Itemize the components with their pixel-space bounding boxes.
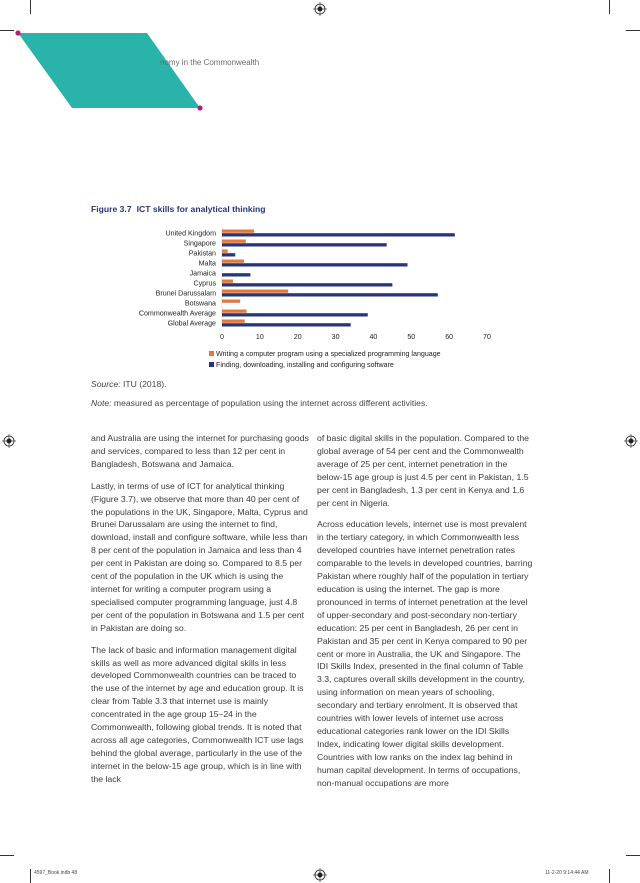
- x-tick-label: 40: [369, 333, 378, 341]
- bar-programming: [222, 260, 244, 263]
- source-text: ITU (2018).: [120, 379, 167, 389]
- body-column-left: [91, 432, 309, 795]
- bar-programming: [222, 230, 254, 233]
- legend-swatch: [209, 362, 214, 367]
- footer-slug-left: 4597_Book.indb 48: [34, 870, 78, 876]
- legend-label: Writing a computer program using a specialized programming language: [216, 350, 441, 358]
- crop-mark: [30, 869, 31, 883]
- bar-programming: [222, 280, 233, 283]
- figure-caption: ICT skills for analytical thinking: [136, 204, 266, 214]
- bar-software: [222, 313, 368, 316]
- category-label: Cyprus: [193, 279, 216, 288]
- category-label: Brunei Darussalam: [155, 289, 216, 298]
- header-banner: [0, 0, 640, 120]
- crop-mark: [0, 855, 14, 856]
- bar-chart: [80, 220, 520, 380]
- bar-software: [222, 253, 235, 256]
- bar-software: [222, 323, 351, 326]
- legend-label: Finding, downloading, installing and configuring software: [216, 361, 394, 369]
- figure-number: Figure 3.7: [91, 204, 132, 214]
- source-label: Source:: [91, 379, 121, 389]
- x-tick-label: 50: [407, 333, 416, 341]
- registration-mark-left: [2, 434, 16, 448]
- banner-shape: [18, 33, 200, 108]
- footer-slug-right: 11-2-20 9:14:44 AM: [545, 870, 589, 876]
- bar-software: [222, 233, 455, 236]
- bar-programming: [222, 320, 245, 323]
- figure-note: [91, 398, 428, 408]
- x-tick-label: 60: [445, 333, 454, 341]
- category-label: Malta: [198, 259, 216, 268]
- x-tick-label: 30: [331, 333, 340, 341]
- paragraph: Lastly, in terms of use of ICT for analytical thinking (Figure 3.7), we observe that more than 40 per cent of the populations in the UK, Singapore, Malta, Cyprus and Brunei Darussalam are using the internet to find, download, install and configure software, while less than 8 per cent of the population in Jamaica and less than 4 per cent in Pakistan are doing so. Compared to 8.5 per cent of the population in the UK which is using the internet for writing a computer program using a specialised computer programming language, just 4.8 per cent of the population in Botswana and 1.5 per cent in Pakistan are doing so.: [91, 480, 308, 633]
- category-label: Global Average: [167, 319, 216, 328]
- x-tick-label: 20: [293, 333, 302, 341]
- category-label: United Kingdom: [165, 229, 216, 238]
- crop-mark: [609, 869, 610, 883]
- bar-software: [222, 263, 408, 266]
- figure-source: [91, 379, 166, 389]
- bar-software: [222, 243, 387, 246]
- bar-programming: [222, 290, 288, 293]
- figure-title: [91, 204, 271, 214]
- bar-programming: [222, 240, 246, 243]
- bar-software: [222, 283, 392, 286]
- running-header: nomy in the Commonwealth: [160, 58, 260, 67]
- paragraph: Across education levels, internet use is most prevalent in the tertiary category, in which Commonwealth less developed countries have internet penetration rates comparable to the levels in developed countries, barring Pakistan where roughly half of the population in tertiary education is using the internet. The gap is more pronounced in terms of internet penetration at the level of upper-secondary and post-secondary non-tertiary education: 25 per cent in Bangladesh, 26 per cent in Pakistan and 35 per cent in Kenya compared to 90 per cent or more in Australia, the UK and Singapore. The IDI Skills Index, presented in the final column of Table 3.3, captures overall skills development in the country, using information on mean years of schooling, secondary and tertiary enrolment. It is observed that countries with lower levels of internet use across educational categories rank lower on the IDI Skills Index, indicating lower digital skills development. Countries with low ranks on the index lag behind in human capital development. In terms of occupations, non-manual occupations are more: [317, 519, 533, 788]
- note-text: measured as percentage of population using the internet across different activities.: [111, 398, 428, 408]
- crop-mark: [626, 855, 640, 856]
- paragraph: and Australia are using the internet for purchasing goods and services, compared to less than 12 per cent in Bangladesh, Botswana and Jamaica.: [91, 433, 309, 469]
- x-tick-label: 10: [255, 333, 264, 341]
- category-label: Pakistan: [188, 249, 216, 258]
- note-label: Note:: [91, 398, 112, 408]
- bar-software: [222, 273, 250, 276]
- paragraph: The lack of basic and information management digital skills as well as more advanced digital skills in less developed Commonwealth countries can be traced to the use of the internet by age and education group. It is clear from Table 3.3 that internet use is mainly concentrated in the age group 15–24 in the Commonwealth, following global trends. It is noted that across all age categories, Commonwealth ICT use lags behind the global average, particularly in the use of the internet in the below-15 age group, which is in line with the lack: [91, 644, 304, 784]
- paragraph: of basic digital skills in the population. Compared to the global average of 54 per cent and the Commonwealth average of 25 per cent, internet penetration in the below-15 age group is just 4.5 per cent in Pakistan, 1.5 per cent in Bangladesh, 1.3 per cent in Kenya and 1.6 per cent in Nigeria.: [317, 433, 529, 508]
- registration-mark-bottom: [313, 868, 327, 882]
- category-label: Singapore: [183, 239, 216, 248]
- bar-programming: [222, 310, 247, 313]
- bar-programming: [222, 300, 240, 303]
- category-label: Commonwealth Average: [138, 309, 216, 318]
- category-label: Botswana: [184, 299, 216, 308]
- registration-mark-right: [624, 434, 638, 448]
- body-column-right: [317, 432, 533, 798]
- bar-programming: [222, 250, 228, 253]
- banner-dot: [15, 30, 20, 35]
- category-label: Jamaica: [189, 269, 216, 278]
- x-tick-label: 0: [220, 333, 224, 341]
- legend-swatch: [209, 351, 214, 356]
- bar-software: [222, 293, 438, 296]
- banner-dot: [197, 105, 202, 110]
- x-tick-label: 70: [483, 333, 491, 341]
